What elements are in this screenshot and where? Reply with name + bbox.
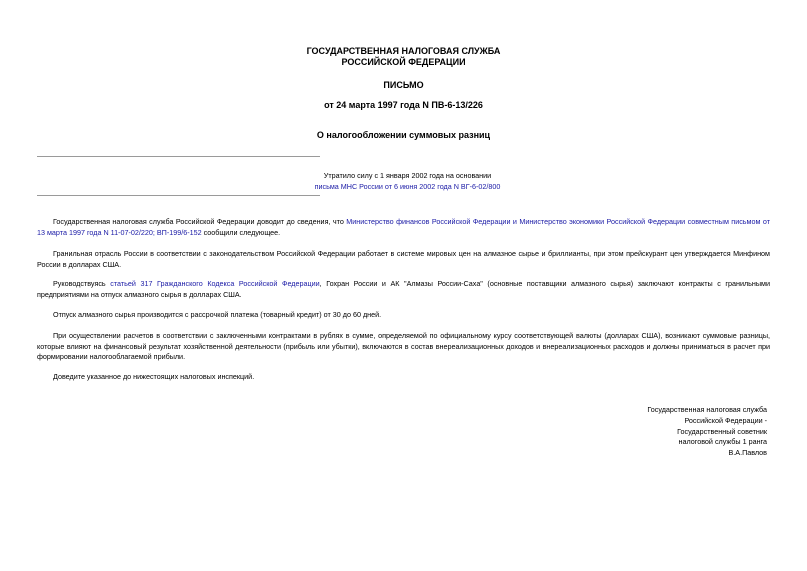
signature-line-4: налоговой службы 1 ранга [678, 437, 767, 447]
paragraph-1 [37, 217, 770, 238]
letter-body [37, 217, 770, 238]
paragraph-1-text-a: Государственная налоговая служба Российской Федерации доводит до сведения, что [53, 217, 347, 226]
link-minfin-letter[interactable]: Министерство финансов Российской Федерации и Министерство экономики Российской Федерации совместным письмом от 13 марта 1997 года N 11-07-02/220; ВП-199/6-152 [37, 217, 770, 237]
divider-bottom [37, 195, 320, 196]
signature-line-3: Государственный советник [677, 426, 767, 436]
link-civil-code-article-317[interactable]: статьей 317 Гражданского Кодекса Российской Федерации [110, 279, 320, 288]
document-date-number: от 24 марта 1997 года N ПВ-6-13/226 [324, 100, 483, 110]
document-title: О налогообложении суммовых разниц [316, 130, 491, 140]
signature-name: В.А.Павлов [728, 448, 767, 458]
signature-block [560, 405, 767, 459]
paragraph-5: При осуществлении расчетов в соответствии с заключенными контрактами в рублях в сумме, определяемой по официальному курсу соответствующей валюты (долларах США), возникают суммовые разницы, которые влияют на финансовый результат хозяйственной деятельности (прибыль или убытки), включаются в состав внереализационных доходов и внереализационных расходов и должны приниматься в расчет при формировании налогооблагаемой прибыли. [37, 331, 770, 362]
paragraph-4: Отпуск алмазного сырья производится с рассрочкой платежа (товарный кредит) от 30 до 60 дней. [53, 310, 382, 319]
paragraph-3 [37, 279, 770, 300]
divider-top [37, 156, 320, 157]
signature-line-2: Российской Федерации - [684, 415, 767, 425]
paragraph-3-block [37, 279, 770, 300]
org-name-line1: ГОСУДАРСТВЕННАЯ НАЛОГОВАЯ СЛУЖБА [306, 46, 501, 56]
paragraph-2: Гранильная отрасль России в соответствии с законодательством Российской Федерации работает в системе мировых цен на алмазное сырье и бриллианты, при этом прейскурант цен утверждается Минфином России в долларах США. [37, 249, 770, 269]
signature-line-1: Государственная налоговая служба [647, 405, 767, 414]
paragraph-3-text-a: Руководствуясь [53, 279, 111, 288]
status-note [300, 170, 515, 192]
status-note-text: Утратило силу с 1 января 2002 года на основании [323, 171, 492, 180]
paragraph-3-text-b: , Гохран России и АК "Алмазы России-Саха" (основные поставщики алмазного сырья) заключают контракты с гранильными предприятиями на отпуск алмазного сырья в долларах США. [37, 279, 770, 299]
document-type: ПИСЬМО [383, 80, 424, 90]
org-name-line2: РОССИЙСКОЙ ФЕДЕРАЦИИ [341, 57, 466, 67]
paragraph-1-text-b: сообщили следующее. [201, 227, 281, 237]
paragraph-6: Доведите указанное до нижестоящих налоговых инспекций. [53, 372, 255, 381]
status-note-link[interactable]: письма МНС России от 6 июня 2002 года N ВГ-6-02/800 [314, 182, 501, 191]
